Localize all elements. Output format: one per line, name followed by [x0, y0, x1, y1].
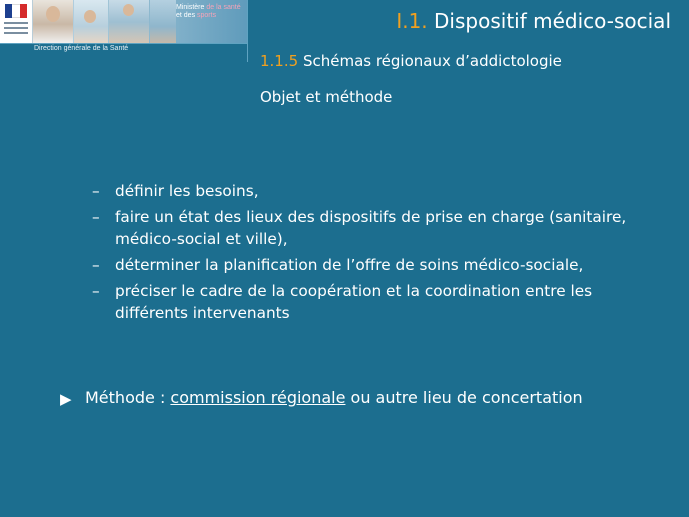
- ministry-name: Ministère de la santé et des sports: [176, 4, 241, 19]
- subtitle-number: 1.1.5: [260, 52, 299, 70]
- title-number: I.1.: [396, 9, 428, 33]
- header-vertical-divider: [247, 0, 248, 62]
- slide-title: [396, 9, 671, 33]
- header-photo-child: [74, 0, 108, 44]
- triangle-bullet-icon: ▶: [60, 390, 72, 408]
- header-photo-doctor: [33, 0, 73, 44]
- header-photo-sports: [150, 0, 176, 44]
- subtitle-text: Schémas régionaux d’addictologie: [302, 52, 562, 70]
- slide-subtitle: [260, 52, 562, 70]
- method-rest: ou autre lieu de concertation: [345, 388, 583, 407]
- list-item: – déterminer la planification de l’offre de soins médico-sociale,: [92, 256, 584, 274]
- list-item: – préciser le cadre de la coopération et la coordination entre les différents intervenants: [92, 282, 593, 322]
- method-emphasis: commission régionale: [170, 388, 346, 407]
- header-banner: [0, 0, 248, 44]
- list-item: – définir les besoins,: [92, 182, 259, 200]
- section-heading: Objet et méthode: [260, 88, 393, 106]
- direction-label: Direction générale de la Santé: [34, 45, 129, 52]
- method-paragraph: [60, 387, 600, 409]
- republic-logo: [0, 0, 33, 44]
- objectives-list: [92, 180, 652, 328]
- method-label: Méthode :: [85, 388, 171, 407]
- french-flag-icon: [5, 4, 27, 18]
- title-text: Dispositif médico-social: [434, 9, 671, 33]
- header-photo-athlete: [109, 0, 149, 44]
- header-divider: [0, 43, 248, 44]
- list-item: – faire un état des lieux des dispositifs de prise en charge (sanitaire, médico-social et ville),: [92, 208, 627, 248]
